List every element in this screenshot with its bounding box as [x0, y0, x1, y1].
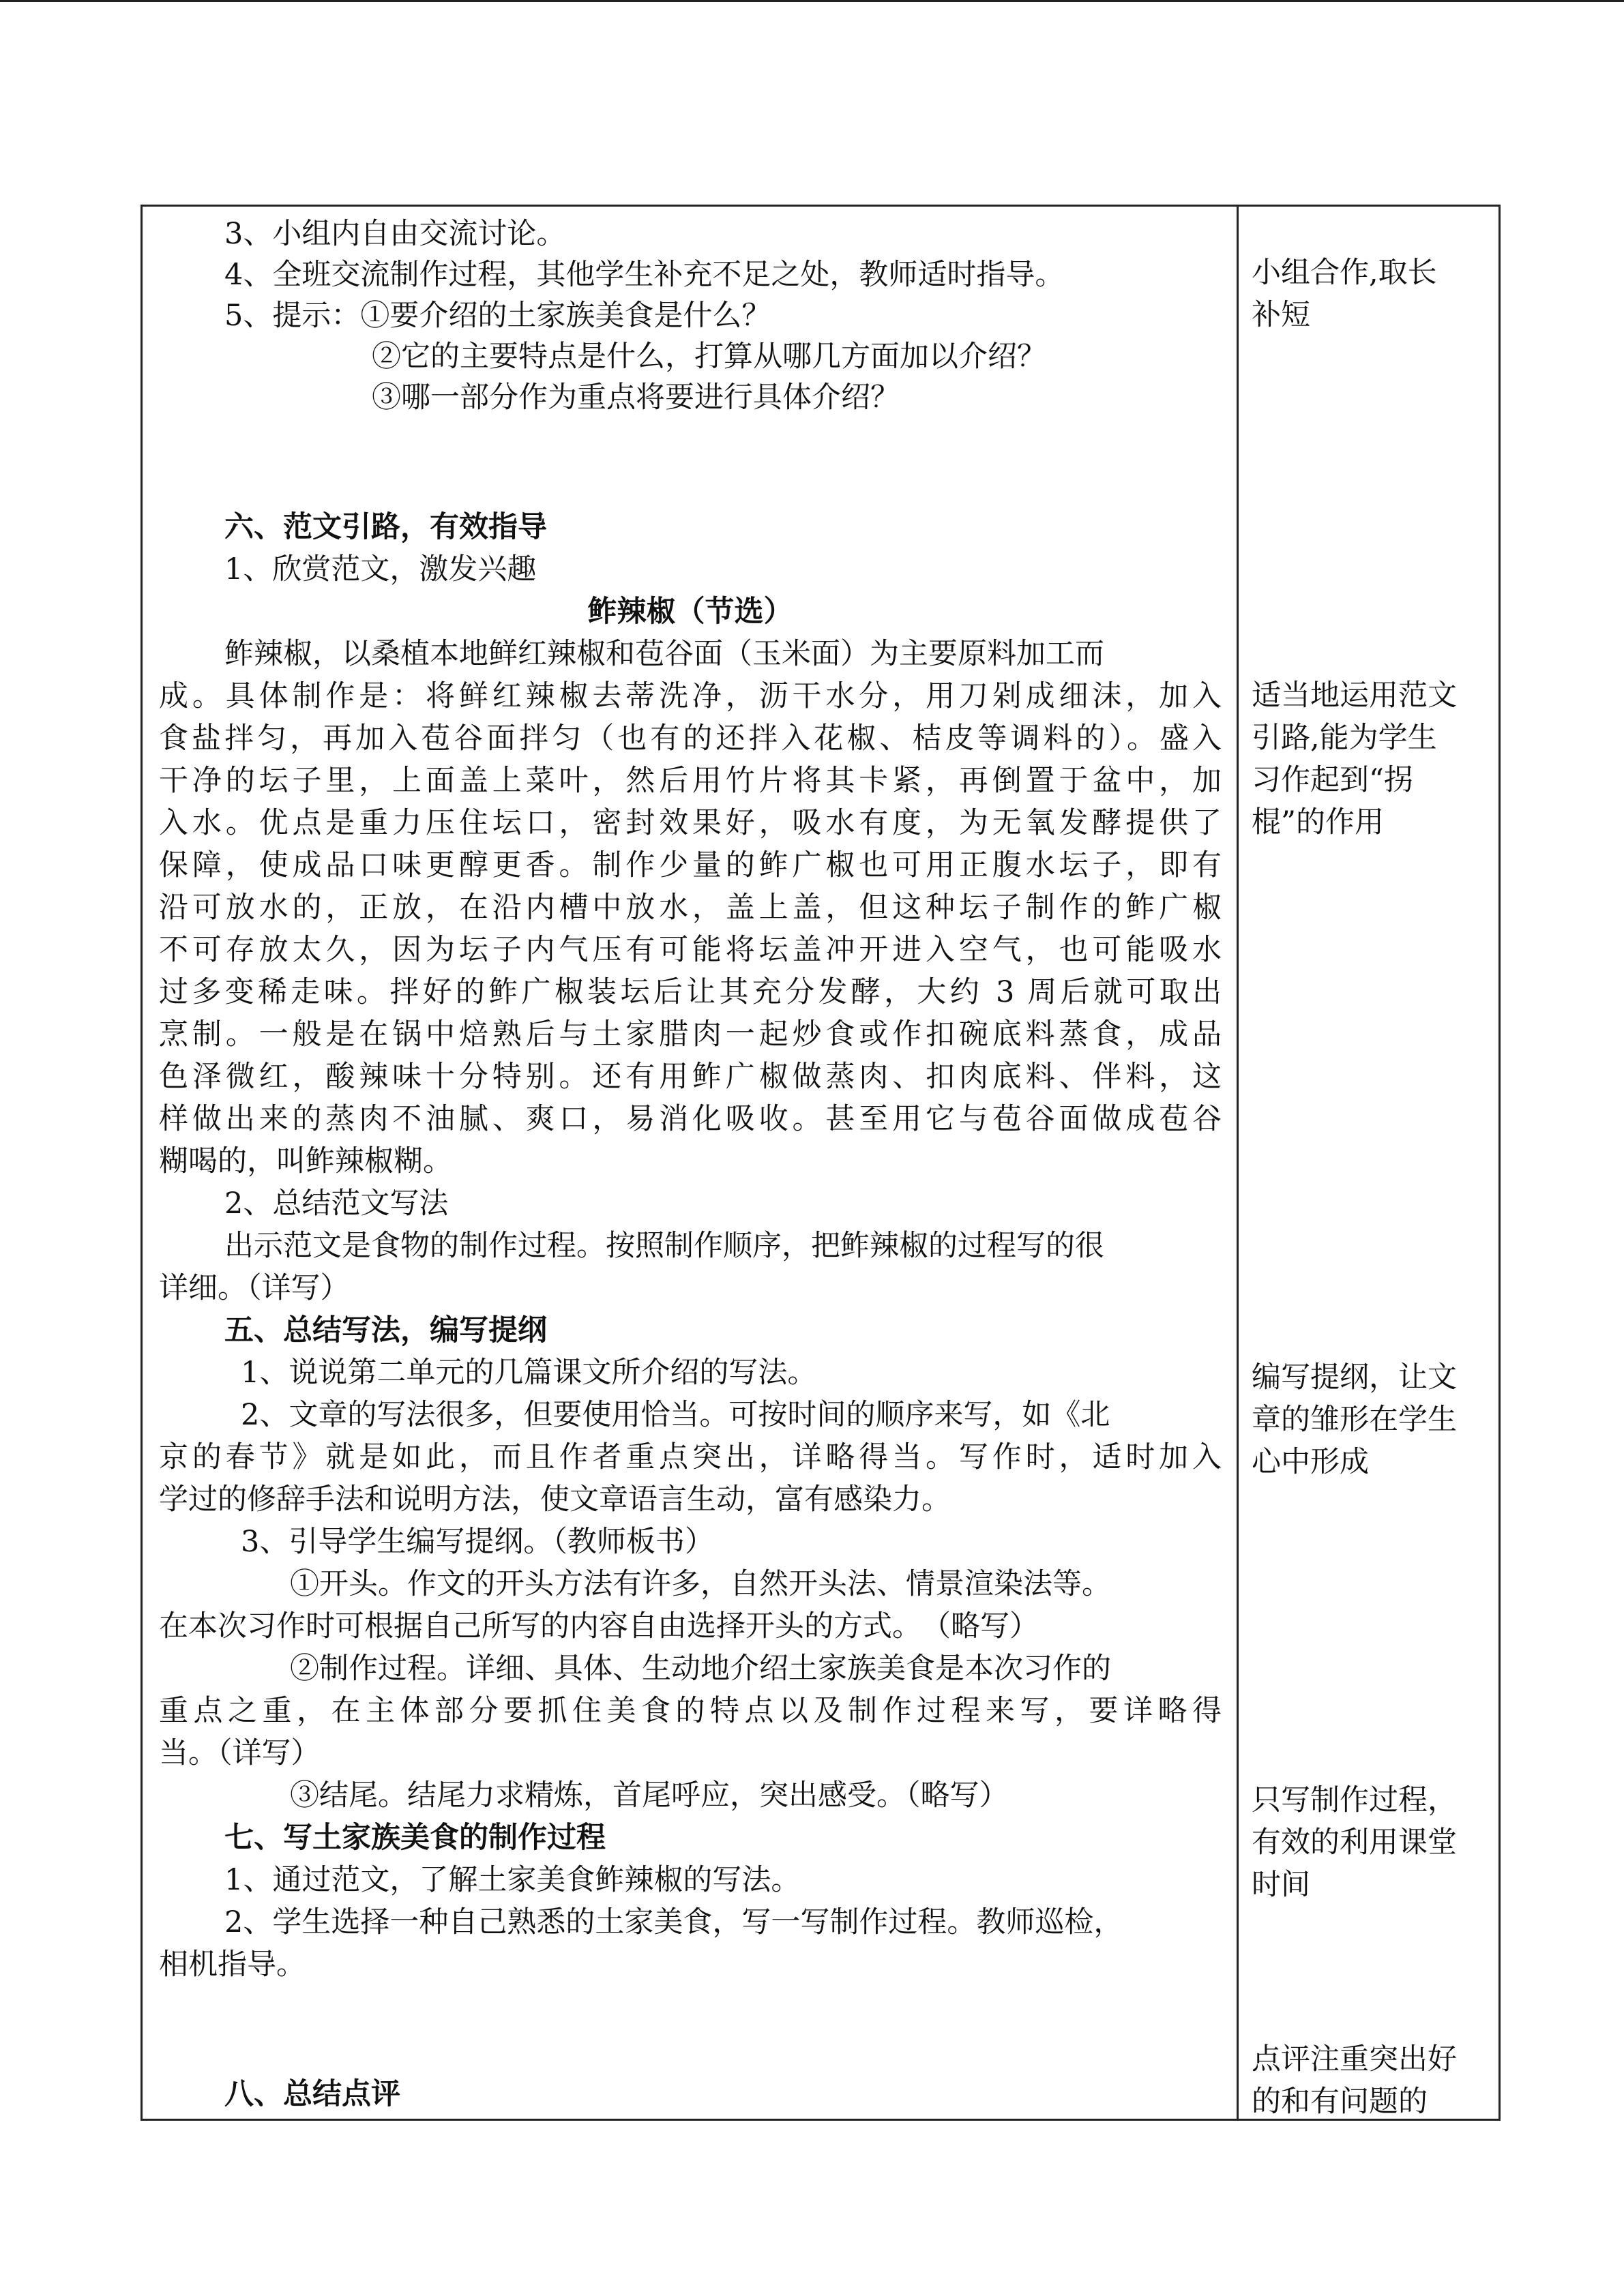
text-line: 2、总结范文写法: [224, 1187, 449, 1221]
essay-line: 保障，使成品口味更醇更香。制作少量的鲊广椒也可用正腹水坛子，即有: [159, 848, 1222, 882]
note-line: 编写提纲，让文: [1252, 1360, 1457, 1395]
text-line: 2、学生选择一种自己熟悉的土家美食，写一写制作过程。教师巡检，: [224, 1905, 1123, 1939]
text-line: 在本次习作时可根据自己所写的内容自由选择开头的方式。 （略写）: [159, 1609, 1039, 1643]
text-line: 详细。（详写）: [159, 1271, 350, 1305]
note-line: 棍”的作用: [1252, 805, 1384, 839]
text-line: 京的春节》就是如此，而且作者重点突出，详略得当。写作时，适时加入: [159, 1440, 1222, 1474]
essay-line: 过多变稀走味。拌好的鲊广椒装坛后让其充分发酵，大约 3 周后就可取出: [159, 975, 1222, 1009]
note-line: 心中形成: [1252, 1445, 1369, 1479]
note-line: 习作起到“拐: [1252, 763, 1413, 797]
note-line: 适当地运用范文: [1252, 679, 1457, 713]
text-line: 3、小组内自由交流讨论。: [224, 217, 566, 251]
text-line: 4、全班交流制作过程，其他学生补充不足之处，教师适时指导。: [224, 258, 1065, 292]
note-line: 小组合作,取长: [1252, 256, 1437, 290]
text-line: 1、通过范文，了解土家美食鲊辣椒的写法。: [224, 1863, 801, 1897]
note-line: 章的雏形在学生: [1252, 1403, 1457, 1437]
side-note: [1252, 252, 1483, 336]
text-line: ②制作过程。详细、具体、生动地介绍土家族美食是本次习作的: [290, 1652, 1111, 1686]
text-line: ①开头。作文的开头方法有许多，自然开头法、情景渲染法等。: [290, 1567, 1111, 1601]
lesson-plan-table: [141, 205, 1501, 2121]
sample-essay-title: 鲊辣椒（节选）: [587, 595, 793, 629]
note-line: 点评注重突出好: [1252, 2042, 1457, 2076]
note-line: 补短: [1252, 298, 1310, 332]
note-line: 有效的利用课堂: [1252, 1825, 1457, 1860]
text-line: 1、说说第二单元的几篇课文所介绍的写法。: [241, 1356, 817, 1390]
main-content-cell: [159, 207, 1230, 2119]
note-line: 时间: [1252, 1868, 1310, 1902]
text-line: 学过的修辞手法和说明方法，使文章语言生动，富有感染力。: [159, 1482, 951, 1517]
text-line: 相机指导。: [159, 1948, 306, 1982]
essay-line: 入水。优点是重力压住坛口，密封效果好，吸水有度，为无氧发酵提供了: [159, 806, 1222, 840]
side-note: [1252, 2038, 1483, 2123]
side-note: [1252, 674, 1483, 844]
text-line: 5、提示：①要介绍的土家族美食是什么？: [224, 299, 771, 333]
essay-line: 烹制。一般是在锅中焙熟后与土家腊肉一起炒食或作扣碗底料蒸食，成品: [159, 1017, 1222, 1052]
text-line: 2、文章的写法很多，但要使用恰当。可按时间的顺序来写，如《北: [241, 1398, 1110, 1432]
note-line: 引路,能为学生: [1252, 721, 1437, 755]
section-heading: 六、范文引路，有效指导: [224, 510, 547, 544]
essay-line: 糊喝的，叫鲊辣椒糊。: [159, 1144, 452, 1178]
essay-line: 色泽微红，酸辣味十分特别。还有用鲊广椒做蒸肉、扣肉底料、伴料，这: [159, 1060, 1222, 1094]
text-line: ③结尾。结尾力求精炼，首尾呼应，突出感受。（略写）: [290, 1778, 1009, 1813]
essay-line: 沿可放水的，正放，在沿内槽中放水，盖上盖，但这种坛子制作的鲊广椒: [159, 891, 1222, 925]
side-note: [1252, 1356, 1483, 1483]
essay-line: 食盐拌匀，再加入苞谷面拌匀（也有的还拌入花椒、桔皮等调料的）。盛入: [159, 721, 1222, 756]
essay-line: 样做出来的蒸肉不油腻、爽口，易消化吸收。甚至用它与苞谷面做成苞谷: [159, 1102, 1222, 1136]
essay-line: 不可存放太久，因为坛子内气压有可能将坛盖冲开进入空气，也可能吸水: [159, 933, 1222, 967]
section-heading: 五、总结写法，编写提纲: [224, 1313, 547, 1347]
notes-cell: [1252, 207, 1490, 2119]
page-top-border: [0, 0, 1624, 2]
essay-line: 干净的坛子里，上面盖上菜叶，然后用竹片将其卡紧，再倒置于盆中，加: [159, 764, 1222, 798]
text-line: 当。（详写）: [159, 1736, 321, 1770]
section-heading: 七、写土家族美食的制作过程: [224, 1821, 606, 1855]
note-line: 的和有问题的: [1252, 2085, 1428, 2119]
text-line: ③哪一部分作为重点将要进行具体介绍？: [372, 381, 900, 415]
text-line: 重点之重，在主体部分要抓住美食的特点以及制作过程来写，要详略得: [159, 1694, 1222, 1728]
note-line: 只写制作过程，: [1252, 1783, 1457, 1817]
column-divider: [1237, 207, 1239, 2119]
text-line: ②它的主要特点是什么，打算从哪几方面加以介绍？: [372, 340, 1046, 374]
text-line: 3、引导学生编写提纲。（教师板书）: [241, 1525, 714, 1559]
side-note: [1252, 1779, 1483, 1906]
essay-line: 成。具体制作是：将鲜红辣椒去蒂洗净，沥干水分，用刀剁成细沫，加入: [159, 679, 1222, 713]
text-line: 1、欣赏范文，激发兴趣: [224, 552, 537, 586]
text-line: 出示范文是食物的制作过程。按照制作顺序，把鲊辣椒的过程写的很: [224, 1229, 1104, 1263]
section-heading: 八、总结点评: [224, 2077, 400, 2111]
essay-line: 鲊辣椒，以桑植本地鲜红辣椒和苞谷面（玉米面）为主要原料加工而: [224, 637, 1104, 671]
